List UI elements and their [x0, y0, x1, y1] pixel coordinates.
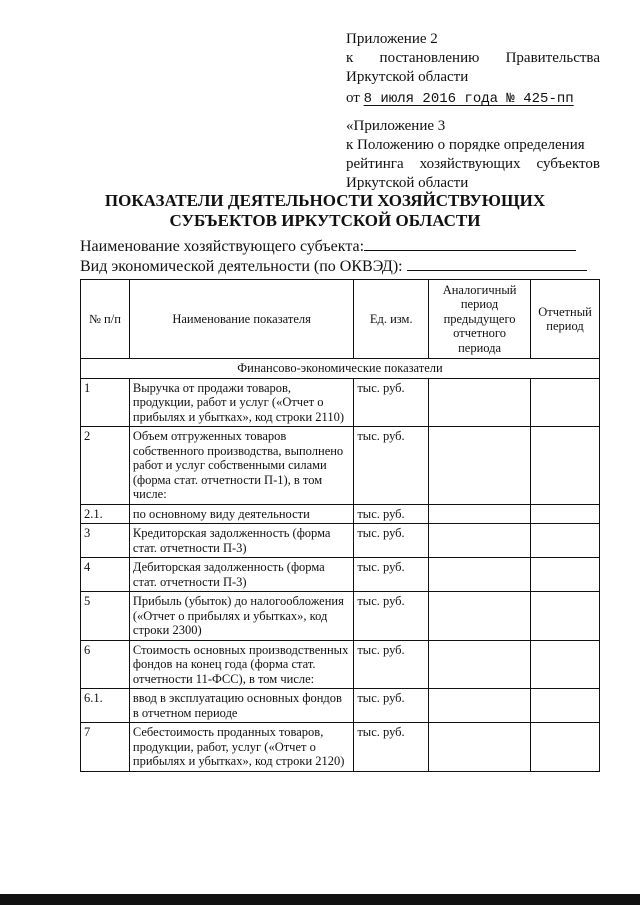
row-unit: тыс. руб.	[354, 640, 429, 689]
row-name: по основному виду деятельности	[129, 504, 353, 524]
row-num: 7	[81, 723, 130, 772]
title-line-1: ПОКАЗАТЕЛИ ДЕЯТЕЛЬНОСТИ ХОЗЯЙСТВУЮЩИХ	[104, 191, 546, 210]
row-current-value[interactable]	[531, 504, 600, 524]
row-name: Прибыль (убыток) до налогообложения («Отчет о прибылях и убытках», код строки 2300)	[129, 592, 353, 641]
region-name-2: Иркутской области	[346, 175, 469, 191]
title-line-2: СУБЪЕКТОВ ИРКУТСКОЙ ОБЛАСТИ	[169, 211, 481, 230]
row-current-value[interactable]	[531, 427, 600, 505]
row-unit: тыс. руб.	[354, 592, 429, 641]
economic-word: хозяйствующих	[419, 156, 521, 172]
header-previous: Аналогичный период предыдущего отчетного периода	[429, 280, 531, 359]
header-num: № п/п	[81, 280, 130, 359]
appendix-3-label: «Приложение 3	[346, 118, 446, 134]
activity-row	[80, 256, 587, 276]
row-previous-value[interactable]	[429, 689, 531, 723]
activity-blank[interactable]	[407, 256, 587, 271]
row-unit: тыс. руб.	[354, 558, 429, 592]
row-current-value[interactable]	[531, 640, 600, 689]
entity-name-label: Наименование хозяйствующего субъекта:	[80, 238, 365, 255]
document-title	[60, 191, 590, 231]
government-word: Правительства	[505, 50, 600, 66]
row-previous-value[interactable]	[429, 640, 531, 689]
regulation-line: к Положению о порядке определения	[346, 137, 585, 153]
table-row	[81, 524, 600, 558]
row-name: Выручка от продажи товаров, продукции, работ и услуг («Отчет о прибылях и убытках», код строки 2110)	[129, 378, 353, 427]
resolution-prefix: к	[346, 50, 354, 66]
table-row	[81, 592, 600, 641]
row-num: 4	[81, 558, 130, 592]
table-row	[81, 640, 600, 689]
row-unit: тыс. руб.	[354, 378, 429, 427]
section-row	[81, 359, 600, 379]
table-row	[81, 378, 600, 427]
table-row	[81, 689, 600, 723]
entity-name-row	[80, 236, 587, 256]
row-previous-value[interactable]	[429, 723, 531, 772]
indicators-table	[80, 279, 600, 772]
row-previous-value[interactable]	[429, 427, 531, 505]
row-previous-value[interactable]	[429, 504, 531, 524]
row-previous-value[interactable]	[429, 558, 531, 592]
appendix-2-header	[346, 30, 600, 109]
row-name: Дебиторская задолженность (форма стат. отчетности П-3)	[129, 558, 353, 592]
scan-bottom-edge	[0, 894, 640, 905]
row-current-value[interactable]	[531, 689, 600, 723]
row-unit: тыс. руб.	[354, 427, 429, 505]
resolution-line	[346, 49, 600, 68]
row-current-value[interactable]	[531, 558, 600, 592]
row-num: 2.1.	[81, 504, 130, 524]
row-unit: тыс. руб.	[354, 689, 429, 723]
entity-fields	[80, 236, 587, 276]
row-previous-value[interactable]	[429, 378, 531, 427]
region-name: Иркутской области	[346, 69, 469, 85]
row-num: 6.1.	[81, 689, 130, 723]
row-unit: тыс. руб.	[354, 504, 429, 524]
table-row	[81, 723, 600, 772]
row-name: ввод в эксплуатацию основных фондов в отчетном периоде	[129, 689, 353, 723]
row-current-value[interactable]	[531, 524, 600, 558]
row-current-value[interactable]	[531, 378, 600, 427]
row-num: 1	[81, 378, 130, 427]
date-prefix: от	[346, 90, 360, 106]
table-row	[81, 427, 600, 505]
rating-line	[346, 155, 600, 174]
row-num: 6	[81, 640, 130, 689]
row-unit: тыс. руб.	[354, 524, 429, 558]
entity-name-blank[interactable]	[364, 236, 576, 251]
header-current: Отчетный период	[531, 280, 600, 359]
resolution-date-line	[346, 89, 600, 109]
row-name: Себестоимость проданных товаров, продукции, работ, услуг («Отчет о прибылях и убытках», код строки 2120)	[129, 723, 353, 772]
row-previous-value[interactable]	[429, 524, 531, 558]
section-title: Финансово-экономические показатели	[81, 359, 600, 379]
row-num: 2	[81, 427, 130, 505]
row-current-value[interactable]	[531, 723, 600, 772]
row-num: 3	[81, 524, 130, 558]
row-current-value[interactable]	[531, 592, 600, 641]
header-name: Наименование показателя	[129, 280, 353, 359]
activity-label: Вид экономической деятельности (по ОКВЭД):	[80, 258, 403, 275]
resolution-date: 8 июля 2016 года № 425-пп	[363, 91, 574, 107]
row-unit: тыс. руб.	[354, 723, 429, 772]
table-header-row	[81, 280, 600, 359]
row-num: 5	[81, 592, 130, 641]
row-name: Объем отгруженных товаров собственного производства, выполнено работ и услуг собственными силами (форма стат. отчетности П-1), в том числе:	[129, 427, 353, 505]
table-row	[81, 504, 600, 524]
appendix-3-header	[346, 117, 600, 193]
row-previous-value[interactable]	[429, 592, 531, 641]
rating-word: рейтинга	[346, 156, 404, 172]
appendix-2-label: Приложение 2	[346, 31, 438, 47]
header-unit: Ед. изм.	[354, 280, 429, 359]
resolution-word: постановлению	[379, 50, 480, 66]
row-name: Стоимость основных производственных фондов на конец года (форма стат. отчетности 11-ФСС), в том числе:	[129, 640, 353, 689]
table-row	[81, 558, 600, 592]
row-name: Кредиторская задолженность (форма стат. отчетности П-3)	[129, 524, 353, 558]
entities-word: субъектов	[536, 156, 600, 172]
